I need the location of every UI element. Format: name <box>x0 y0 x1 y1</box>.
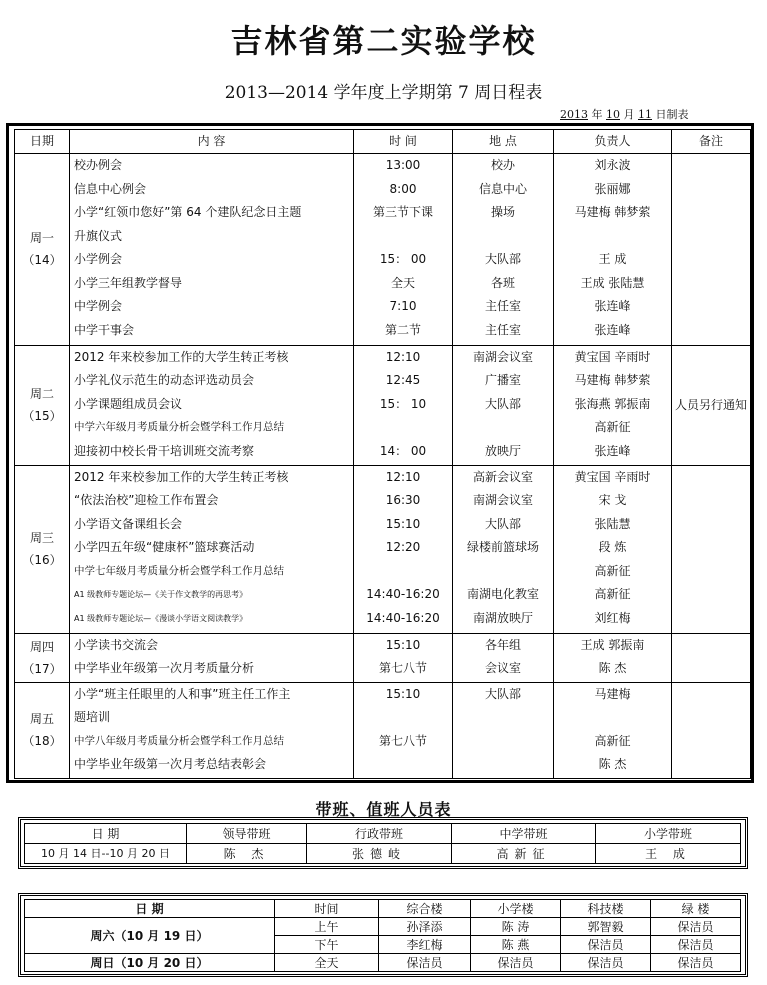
day-name: 周五 <box>29 712 54 727</box>
cell-content: 迎接初中校长骨干培训班交流考察 <box>74 443 255 458</box>
cell-person: 张丽娜 <box>594 181 631 196</box>
cell-person: 陈 杰 <box>598 661 627 676</box>
cell-content: 小学课题组成员会议 <box>74 396 183 411</box>
duty1-leader: 陈 杰 <box>187 844 307 864</box>
duty2-cell: 保洁员 <box>651 954 741 972</box>
duty2-sunday: 周日（10 月 20 日） <box>25 954 275 972</box>
header-note: 备注 <box>672 130 751 154</box>
duty2-header-time: 时间 <box>275 900 379 918</box>
cell-place: 校办 <box>490 158 515 172</box>
cell-place <box>453 706 553 730</box>
cell-content: 小学“红领巾您好”第 64 个建队纪念日主题 <box>74 205 302 219</box>
duty2-cell: 李红梅 <box>379 936 471 954</box>
duty1-header-primary: 小学带班 <box>596 824 741 844</box>
cell-time: 15： 00 <box>379 252 427 266</box>
duty2-header-row <box>25 900 741 918</box>
table-row <box>25 918 741 936</box>
schedule-frame <box>6 123 754 783</box>
cell-person: 黄宝国 辛雨时 <box>574 469 651 484</box>
cell-place: 大队部 <box>484 396 521 411</box>
cell-person: 张海燕 郭振南 <box>574 396 651 411</box>
cell-place <box>453 225 553 249</box>
cell-time: 15:10 <box>385 516 421 531</box>
schedule-table <box>14 129 751 779</box>
cell-place <box>453 560 553 584</box>
duty2-time: 下午 <box>275 936 379 954</box>
duty2-cell: 陈 涛 <box>471 918 561 936</box>
cell-content: 校办例会 <box>74 158 123 172</box>
duty2-time: 全天 <box>275 954 379 972</box>
day-number: （16） <box>22 553 62 568</box>
cell-time: 15:10 <box>385 686 421 701</box>
cell-content: 小学礼仪示范生的动态评选动员会 <box>74 373 255 388</box>
cell-content: 小学三年组教学督导 <box>74 275 183 290</box>
header-date: 日期 <box>15 130 70 154</box>
schedule-header-row <box>15 130 751 154</box>
duty1-middle: 高新征 <box>452 844 596 864</box>
day-label <box>15 154 70 346</box>
day-label <box>15 682 70 778</box>
header-place: 地 点 <box>453 130 554 154</box>
cell-time: 14:40-16:20 <box>366 610 440 625</box>
day-number: （14） <box>22 253 62 268</box>
cell-time: 13:00 <box>385 158 421 172</box>
page-subtitle: 2013—2014 学年度上学期第 7 周日程表 <box>224 83 543 103</box>
column-content <box>70 154 354 346</box>
duty2-header-d: 绿 楼 <box>651 900 741 918</box>
cell-place: 大队部 <box>484 686 521 701</box>
cell-time <box>354 416 452 440</box>
duty1-date: 10 月 14 日--10 月 20 日 <box>25 844 187 864</box>
cell-content: A1 级教师专题论坛—《关于作文教学的再思考》 <box>74 590 248 600</box>
cell-place: 主任室 <box>484 322 521 337</box>
cell-time <box>354 753 452 777</box>
duty-table-leaders <box>24 823 741 864</box>
cell-person: 张连峰 <box>594 322 631 337</box>
duty1-header-date: 日 期 <box>25 824 187 844</box>
cell-place <box>453 416 553 440</box>
duty2-cell: 保洁员 <box>651 936 741 954</box>
duty2-time: 上午 <box>275 918 379 936</box>
duty2-header-c: 科技楼 <box>561 900 651 918</box>
cell-content: “依法治校”迎检工作布置会 <box>74 493 219 508</box>
cell-time: 第七八节 <box>378 661 427 676</box>
cell-person: 黄宝国 辛雨时 <box>574 349 651 364</box>
column-person <box>554 345 672 465</box>
duty2-cell: 保洁员 <box>561 936 651 954</box>
duty2-header-a: 综合楼 <box>379 900 471 918</box>
day-block <box>15 345 751 465</box>
duty1-header-admin: 行政带班 <box>307 824 452 844</box>
cell-note <box>672 154 751 346</box>
duty2-cell: 保洁员 <box>471 954 561 972</box>
header-time: 时 间 <box>354 130 453 154</box>
day-block <box>15 154 751 346</box>
duty2-cell: 孙泽添 <box>379 918 471 936</box>
duty1-value-row <box>25 844 741 864</box>
cell-time: 12:20 <box>385 540 421 555</box>
cell-content: 中学毕业年级第一次月考总结表彰会 <box>74 757 267 772</box>
day-name: 周三 <box>29 531 54 546</box>
cell-place: 大队部 <box>484 516 521 531</box>
table-row <box>25 954 741 972</box>
column-place <box>453 154 554 346</box>
header-content: 内 容 <box>70 130 354 154</box>
cell-content: 升旗仪式 <box>74 228 123 243</box>
cell-place: 南湖电化教室 <box>466 587 539 602</box>
cell-time: 14： 00 <box>379 443 427 458</box>
cell-content: 小学语文备课组长会 <box>74 516 183 531</box>
cell-person: 高新征 <box>594 563 631 578</box>
cell-note: 人员另行通知 <box>672 345 751 465</box>
cell-person: 马建梅 <box>594 686 631 701</box>
cell-time: 12:45 <box>385 373 421 388</box>
cell-time: 全天 <box>390 275 415 290</box>
cell-person: 马建梅 韩梦萦 <box>574 205 651 219</box>
cell-time: 15： 10 <box>379 396 427 411</box>
cell-content: 2012 年来校参加工作的大学生转正考核 <box>74 469 289 484</box>
cell-person: 高新征 <box>594 420 631 435</box>
duty1-header-row <box>25 824 741 844</box>
day-block <box>15 682 751 778</box>
duty2-cell: 郭智毅 <box>561 918 651 936</box>
cell-content: 中学例会 <box>74 299 123 313</box>
cell-time <box>354 225 452 249</box>
column-content <box>70 465 354 633</box>
cell-person: 王 成 <box>598 252 627 266</box>
cell-person: 宋 戈 <box>598 493 627 508</box>
column-person <box>554 154 672 346</box>
column-place <box>453 345 554 465</box>
duty-frame-2 <box>18 893 748 977</box>
cell-person: 高新征 <box>594 587 631 602</box>
duty2-cell: 陈 燕 <box>471 936 561 954</box>
cell-time: 第七八节 <box>378 733 427 748</box>
cell-content: 中学毕业年级第一次月考质量分析 <box>74 661 255 676</box>
cell-time: 15:10 <box>385 637 421 652</box>
day-number: （18） <box>22 734 62 749</box>
column-time <box>354 633 453 682</box>
cell-time <box>354 560 452 584</box>
cell-content: 中学干事会 <box>74 322 135 337</box>
cell-place: 信息中心 <box>478 181 527 196</box>
cell-place: 南湖会议室 <box>472 493 533 508</box>
cell-content: 中学八年级月考质量分析会暨学科工作月总结 <box>74 734 284 747</box>
cell-place: 各班 <box>490 275 515 290</box>
cell-place <box>453 730 553 754</box>
cell-place <box>453 753 553 777</box>
cell-person <box>554 706 671 730</box>
cell-person: 马建梅 韩梦萦 <box>574 373 651 388</box>
cell-content: 小学四五年级“健康杯”篮球赛活动 <box>74 540 255 555</box>
cell-person: 段 炼 <box>598 540 627 555</box>
cell-person: 张连峰 <box>594 443 631 458</box>
column-time <box>354 682 453 778</box>
cell-time: 12:10 <box>385 349 421 364</box>
duty1-admin: 张德岐 <box>307 844 452 864</box>
column-place <box>453 633 554 682</box>
cell-time: 16:30 <box>385 493 421 508</box>
duty1-header-middle: 中学带班 <box>452 824 596 844</box>
cell-person: 高新征 <box>594 733 631 748</box>
cell-person: 张陆慧 <box>594 516 631 531</box>
date-line: 2013 年 10 月 11 日制表 <box>560 108 689 121</box>
column-place <box>453 465 554 633</box>
day-label <box>15 633 70 682</box>
cell-time <box>354 706 452 730</box>
cell-place: 高新会议室 <box>472 469 533 484</box>
cell-content: 题培训 <box>74 710 111 725</box>
duty-frame-1 <box>18 817 748 869</box>
cell-note <box>672 465 751 633</box>
cell-place: 操场 <box>490 205 515 219</box>
cell-content: 中学六年级月考质量分析会暨学科工作月总结 <box>74 421 284 434</box>
column-time <box>354 345 453 465</box>
cell-place: 绿楼前篮球场 <box>466 540 539 555</box>
duty2-header-date: 日 期 <box>25 900 275 918</box>
cell-place: 南湖会议室 <box>472 349 533 364</box>
page-title: 吉林省第二实验学校 <box>230 22 537 60</box>
column-time <box>354 465 453 633</box>
day-block <box>15 465 751 633</box>
cell-content: 小学读书交流会 <box>74 637 159 652</box>
cell-time: 8:00 <box>389 181 417 196</box>
day-number: （17） <box>22 661 62 676</box>
duty2-saturday: 周六（10 月 19 日） <box>25 918 275 954</box>
column-content <box>70 633 354 682</box>
column-time <box>354 154 453 346</box>
cell-person <box>554 225 671 249</box>
cell-time: 7:10 <box>389 299 417 313</box>
column-content <box>70 682 354 778</box>
cell-content: A1 级教师专题论坛—《漫谈小学语文阅读教学》 <box>74 613 248 623</box>
cell-time: 第三节下课 <box>372 205 433 219</box>
header-person: 负责人 <box>554 130 672 154</box>
cell-person: 陈 杰 <box>598 757 627 772</box>
cell-person: 刘永波 <box>594 158 631 172</box>
cell-place: 大队部 <box>484 252 521 266</box>
column-content <box>70 345 354 465</box>
cell-content: 小学例会 <box>74 252 123 266</box>
duty2-header-b: 小学楼 <box>471 900 561 918</box>
cell-content: 中学七年级月考质量分析会暨学科工作月总结 <box>74 564 284 577</box>
column-place <box>453 682 554 778</box>
duty1-header-leader: 领导带班 <box>187 824 307 844</box>
cell-place: 各年组 <box>484 637 521 652</box>
day-label <box>15 465 70 633</box>
cell-content: 信息中心例会 <box>74 181 147 196</box>
duty1-primary: 王 成 <box>596 844 741 864</box>
cell-place: 南湖放映厅 <box>472 610 533 625</box>
cell-place: 放映厅 <box>484 443 521 458</box>
column-person <box>554 465 672 633</box>
duty2-cell: 保洁员 <box>379 954 471 972</box>
day-name: 周四 <box>29 639 54 654</box>
duty2-cell: 保洁员 <box>651 918 741 936</box>
cell-content: 小学“班主任眼里的人和事”班主任工作主 <box>74 686 291 701</box>
cell-place: 主任室 <box>484 299 521 313</box>
column-person <box>554 633 672 682</box>
day-name: 周一 <box>29 231 54 246</box>
duty2-cell: 保洁员 <box>561 954 651 972</box>
day-name: 周二 <box>29 387 54 402</box>
cell-time: 12:10 <box>385 469 421 484</box>
cell-content: 2012 年来校参加工作的大学生转正考核 <box>74 349 289 364</box>
cell-person: 王成 郭振南 <box>580 637 645 652</box>
cell-person: 张连峰 <box>594 299 631 313</box>
duty-title: 带班、值班人员表 <box>315 800 452 819</box>
cell-time: 第二节 <box>384 322 421 337</box>
cell-time: 14:40-16:20 <box>366 587 440 602</box>
cell-note <box>672 682 751 778</box>
day-number: （15） <box>22 409 62 424</box>
cell-note <box>672 633 751 682</box>
column-person <box>554 682 672 778</box>
cell-person: 刘红梅 <box>594 610 631 625</box>
cell-place: 会议室 <box>484 661 521 676</box>
duty-table-weekend <box>24 899 741 972</box>
cell-person: 王成 张陆慧 <box>580 275 645 290</box>
day-label <box>15 345 70 465</box>
day-block <box>15 633 751 682</box>
cell-place: 广播室 <box>484 373 521 388</box>
